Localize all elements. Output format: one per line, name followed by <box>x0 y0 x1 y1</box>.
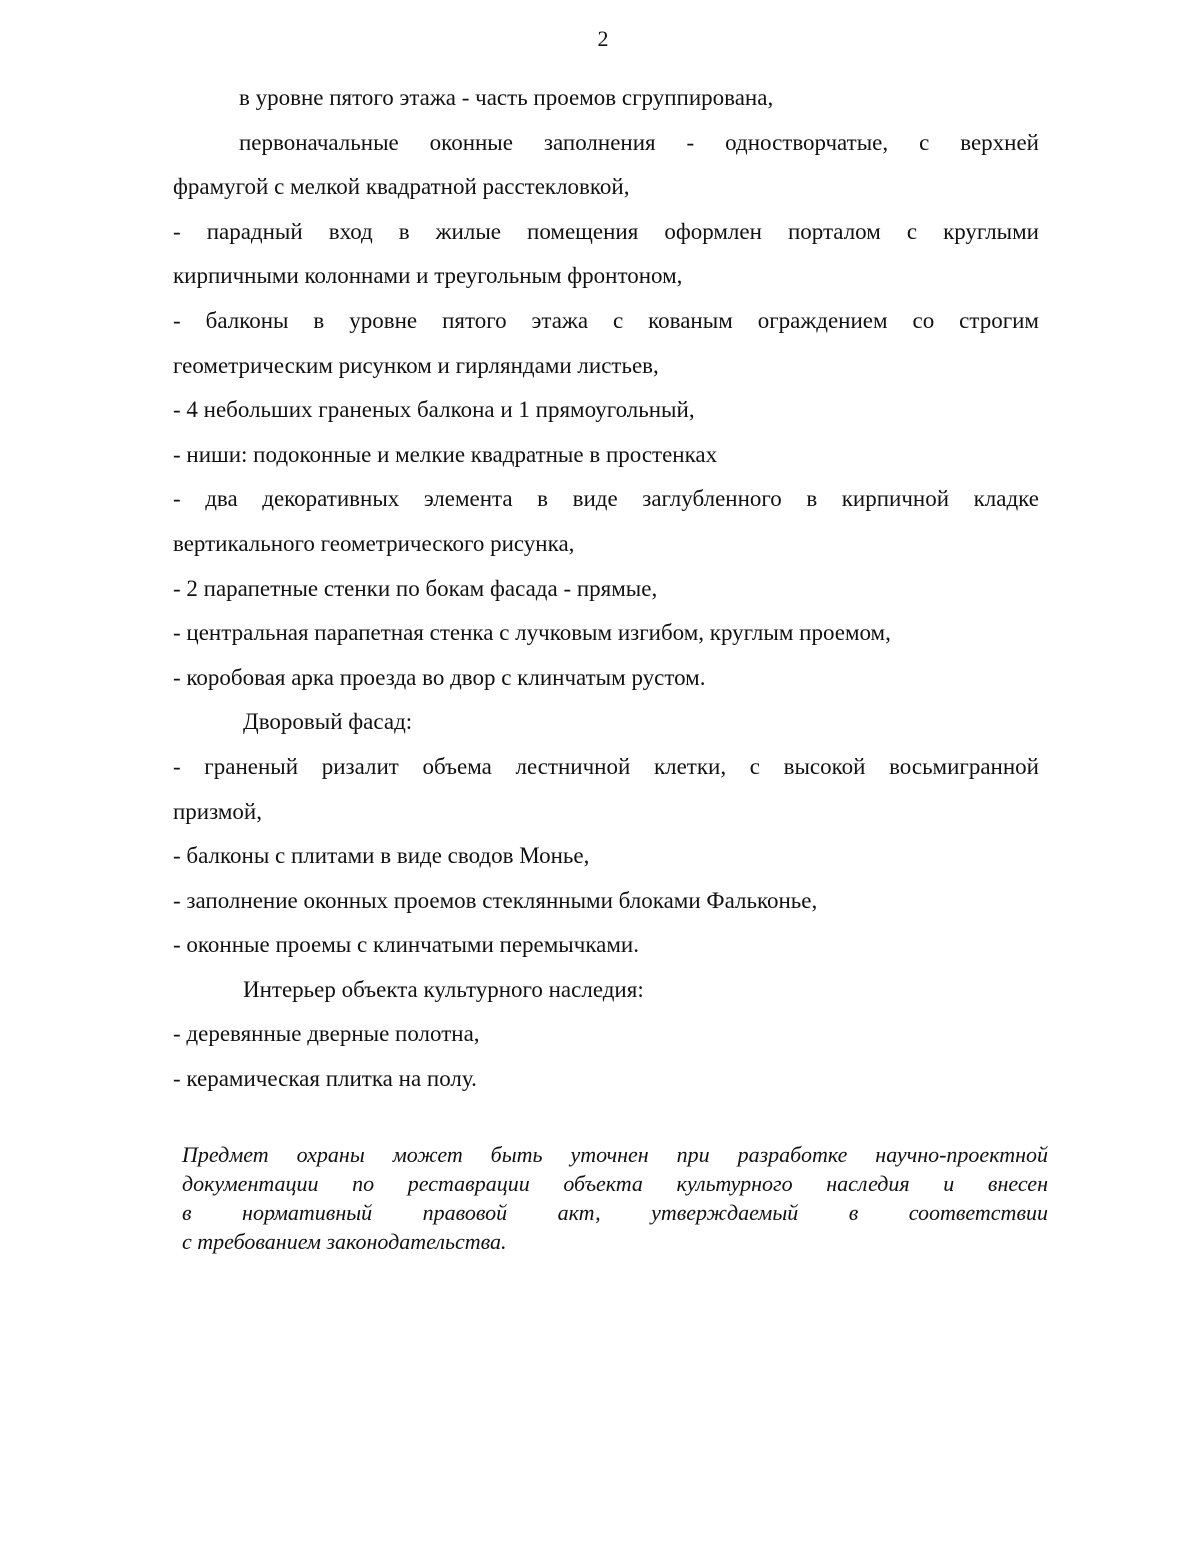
body-line: - балконы в уровне пятого этажа с кованым ограждением со строгим <box>173 307 1039 333</box>
body-line: кирпичными колоннами и треугольным фронтоном, <box>173 263 683 289</box>
protection-note <box>182 1140 1048 1256</box>
body-line: фрамугой с мелкой квадратной расстекловкой, <box>173 174 630 200</box>
body-line: - 2 парапетные стенки по бокам фасада - прямые, <box>173 575 658 601</box>
body-line: в уровне пятого этажа - часть проемов сгруппирована, <box>239 85 774 110</box>
note-line: документации по реставрации объекта культурного наследия и внесен <box>182 1171 1048 1196</box>
document-body <box>173 76 1039 1102</box>
note-line: с требованием законодательства. <box>182 1229 507 1254</box>
body-line: - деревянные дверные полотна, <box>173 1021 480 1047</box>
body-line: - центральная парапетная стенка с лучковым изгибом, круглым проемом, <box>173 620 891 646</box>
body-line: - балконы с плитами в виде сводов Монье, <box>173 843 590 869</box>
page-number: 2 <box>597 26 609 51</box>
body-line: - граненый ризалит объема лестничной клетки, с высокой восьмигранной <box>173 753 1039 779</box>
body-line: - оконные проемы с клинчатыми перемычками. <box>173 932 639 958</box>
body-line: - два декоративных элемента в виде заглубленного в кирпичной кладке <box>173 486 1039 512</box>
body-line: - парадный вход в жилые помещения оформлен порталом с круглыми <box>173 218 1039 244</box>
body-line: - керамическая плитка на полу. <box>173 1066 477 1092</box>
body-line: - заполнение оконных проемов стеклянными блоками Фальконье, <box>173 887 818 913</box>
section-heading: Интерьер объекта культурного наследия: <box>243 976 644 1002</box>
body-line: - коробовая арка проезда во двор с клинчатым рустом. <box>173 664 706 690</box>
body-line: первоначальные оконные заполнения - одностворчатые, с верхней <box>239 129 1039 155</box>
body-line: - 4 небольших граненых балкона и 1 прямоугольный, <box>173 397 695 423</box>
body-line: призмой, <box>173 798 262 824</box>
body-line: вертикального геометрического рисунка, <box>173 530 575 556</box>
section-heading: Дворовый фасад: <box>243 709 413 735</box>
body-line: геометрическим рисунком и гирляндами листьев, <box>173 352 659 378</box>
note-line: Предмет охраны может быть уточнен при разработке научно-проектной <box>182 1142 1048 1167</box>
note-line: в нормативный правовой акт, утверждаемый в соответствии <box>182 1200 1048 1225</box>
body-line: - ниши: подоконные и мелкие квадратные в простенках <box>173 441 718 467</box>
